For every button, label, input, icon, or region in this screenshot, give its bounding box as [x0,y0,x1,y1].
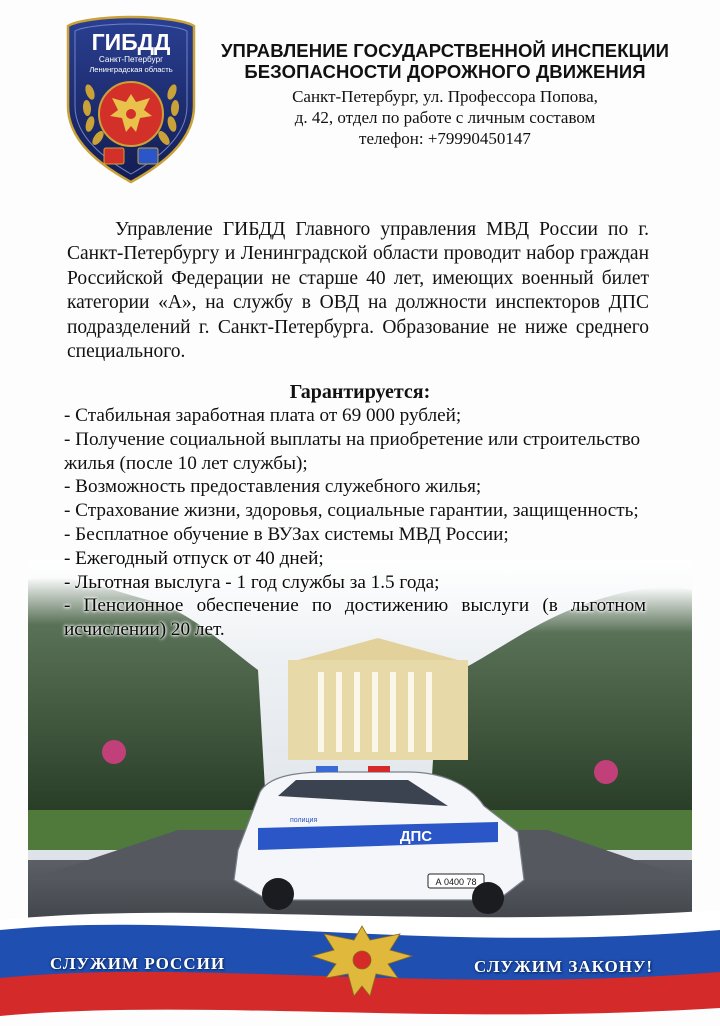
org-title-line2: БЕЗОПАСНОСТИ ДОРОЖНОГО ДВИЖЕНИЯ [244,61,646,82]
spb-arms-icon [104,148,124,164]
leningrad-arms-icon [138,148,158,164]
org-title-line1: УПРАВЛЕНИЕ ГОСУДАРСТВЕННОЙ ИНСПЕКЦИИ [220,40,670,61]
logo-title: ГИБДД [91,29,171,55]
building [288,638,468,760]
list-item: - Стабильная заработная плата от 69 000 рублей; [64,405,462,426]
address-line1: Санкт-Петербург, ул. Профессора Попова, [292,87,598,106]
address-line2: д. 42, отдел по работе с личным составом [294,108,596,127]
license-plate: А 0400 78 [435,877,477,887]
list-item: - Получение социальной выплаты на приобретение или строительство жилья (после 10 лет службы); [64,428,641,474]
intro-paragraph: Управление ГИБДД Главного управления МВД России по г. Санкт-Петербургу и Ленинградской области проводит набор граждан Российской Федерации не старше 40 лет, имеющих военный билет категории «А», на службу в ОВД на должности инспекторов ДПС подразделений г. Санкт-Петербурга. Образование не ниже среднего специального. [67,219,649,363]
organization-title [205,40,685,82]
flower-pot-right [594,760,618,784]
beacon-red [368,766,390,772]
slogan-left: СЛУЖИМ РОССИИ [50,954,226,973]
logo-city: Санкт-Петербург [98,55,164,64]
guarantees-list [64,404,684,642]
mvd-eagle-icon [300,920,424,1002]
slogan-right: СЛУЖИМ ЗАКОНУ! [474,957,654,976]
list-item: - Ежегодный отпуск от 40 дней; [64,547,324,569]
address-block [230,86,660,149]
car-side-label: полиция [290,817,318,824]
gibdd-emblem [62,14,200,186]
list-item: - Страхование жизни, здоровья, социальные гарантии, защищенность; [64,500,639,522]
list-item: - Возможность предоставления служебного жилья; [64,476,482,498]
list-item: - Льготная выслуга - 1 год службы за 1.5 года; [64,571,440,593]
phone-line: телефон: +79990450147 [359,129,531,148]
guarantees-heading: Гарантируется: [289,381,431,403]
list-item: - Пенсионное обеспечение по достижению выслуги (в льготном исчислении) 20 лет. [64,595,646,641]
list-item: - Бесплатное обучение в ВУЗах системы МВД России; [64,523,509,545]
car-dps-label: ДПС [399,828,433,845]
flower-pot-left [102,740,126,764]
logo-region: Ленинградская область [89,65,173,74]
beacon-blue [316,766,338,772]
